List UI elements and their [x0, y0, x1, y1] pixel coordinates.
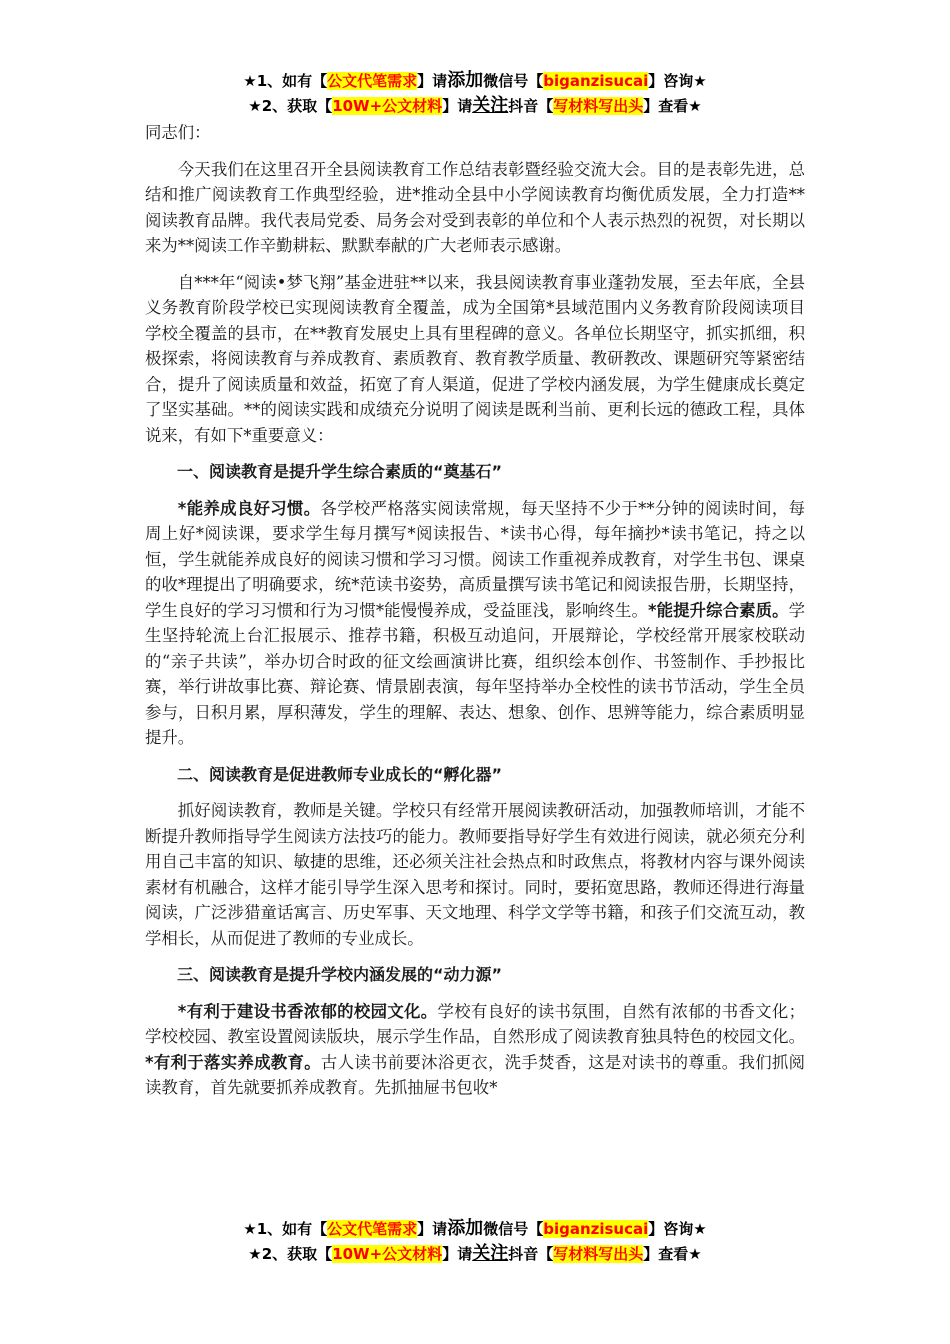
highlight-materials: 10W+公文材料 — [332, 97, 443, 115]
highlight-service: 公文代笔需求 — [327, 72, 418, 90]
highlight-wechat-id: biganzisucai — [543, 72, 649, 90]
paragraph-section-3: *有利于建设书香浓郁的校园文化。学校有良好的读书氛围，自然有浓郁的书香文化；学校校园、教室设置阅读版块，展示学生作品，自然形成了阅读教育独具特色的校园文化。*有利于落实养成教育。古人读书前要沐浴更衣，洗手焚香，这是对读书的尊重。我们抓阅读教育，首先就要抓养成教育。先抓抽屉书包收* — [145, 1001, 806, 1097]
highlight-douyin-account: 写材料写出头 — [553, 97, 644, 115]
promo-banner-top-line1: ★1、如有【公文代笔需求】请添加微信号【biganzisucai】咨询★ — [243, 70, 707, 91]
document-body — [145, 120, 805, 1101]
paragraph-background: 自***年“阅读•梦飞翔”基金进驻**以来，我县阅读教育事业蓬勃发展，至去年底，全县义务教育阶段学校已实现阅读教育全覆盖，成为全国第*县域范围内义务教育阶段阅读项目学校全覆盖的县市，在**教育发展史上具有里程碑的意义。各单位长期坚守，抓实抓细，积极探索，将阅读教育与养成教育、素质教育、教育教学质量、教研教改、课题研究等紧密结合，提升了阅读质量和效益，拓宽了育人渠道，促进了学校内涵发展，为学生健康成长奠定了坚实基础。**的阅读实践和成绩充分说明了阅读是既利当前、更利长远的德政工程，具体说来，有如下*重要意义： — [145, 272, 805, 445]
promo-banner-bottom-line2: ★2、获取【10W+公文材料】请关注抖音【写材料写出头】查看★ — [248, 1243, 702, 1264]
paragraph-section-1: *能养成良好习惯。各学校严格落实阅读常规，每天坚持不少于**分钟的阅读时间，每周上好*阅读课，要求学生每月撰写*阅读报告、*读书心得，每年摘抄*读书笔记，持之以恒，学生就能养成良好的阅读习惯和学习习惯。阅读工作重视养成教育，对学生书包、课桌的收*理提出了明确要求，统*范读书姿势，高质量撰写读书笔记和阅读报告册，长期坚持，学生良好的学习习惯和行为习惯*能慢慢养成，受益匪浅，影响终生。*能提升综合素质。学生坚持轮流上台汇报展示、推荐书籍，积极互动追问，开展辩论，学校经常开展家校联动的“亲子共读”，举办切合时政的征文绘画演讲比赛，组织绘本创作、书签制作、手抄报比赛，举行讲故事比赛、辩论赛、情景剧表演，每年坚持举办全校性的读书节活动，学生全员参与，日积月累，厚积薄发，学生的理解、表达、想象、创作、思辨等能力，综合素质明显提升。 — [145, 498, 806, 747]
promo-banner-top-line2: ★2、获取【10W+公文材料】请关注抖音【写材料写出头】查看★ — [248, 95, 702, 116]
section-heading-1: 一、阅读教育是提升学生综合素质的“奠基石” — [177, 462, 503, 481]
paragraph-section-2: 抓好阅读教育，教师是关键。学校只有经常开展阅读教研活动，加强教师培训，才能不断提升教师指导学生阅读方法技巧的能力。教师要指导好学生有效进行阅读，就必须充分利用自己丰富的知识、敏捷的思维，还必须关注社会热点和时政焦点，将教材内容与课外阅读素材有机融合，这样才能引导学生深入思考和探讨。同时，要拓宽思路，教师还得进行海量阅读，广泛涉猎童话寓言、历史军事、天文地理、科学文学等书籍，和孩子们交流互动，教学相长，从而促进了教师的专业成长。 — [145, 801, 805, 948]
salutation: 同志们： — [145, 123, 211, 142]
paragraph-intro: 今天我们在这里召开全县阅读教育工作总结表彰暨经验交流大会。目的是表彰先进，总结和推广阅读教育工作典型经验，进*推动全县中小学阅读教育均衡优质发展，全力打造**阅读教育品牌。我代表局党委、局务会对受到表彰的单位和个人表示热烈的祝贺，对长期以来为**阅读工作辛勤耕耘、默默奉献的广大老师表示感谢。 — [145, 159, 805, 255]
section-heading-3: 三、阅读教育是提升学校内涵发展的“动力源” — [177, 965, 503, 984]
promo-banner-bottom-line1: ★1、如有【公文代笔需求】请添加微信号【biganzisucai】咨询★ — [243, 1218, 707, 1239]
section-heading-2: 二、阅读教育是促进教师专业成长的“孵化器” — [177, 764, 503, 784]
